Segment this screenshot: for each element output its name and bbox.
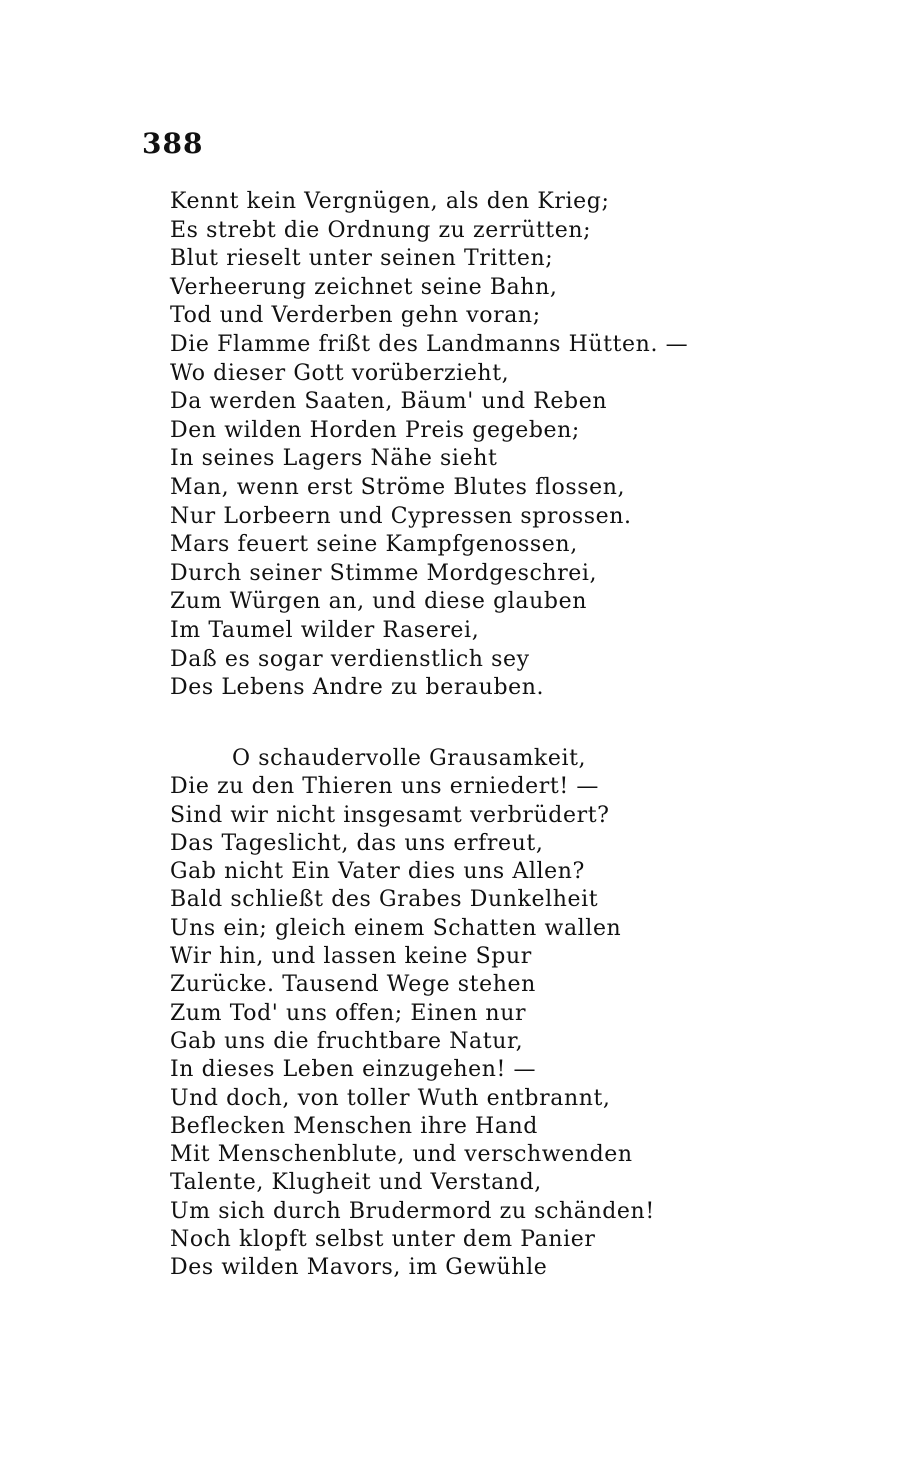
poem-line: Wo dieser Gott vorüberzieht, bbox=[170, 360, 510, 386]
poem-line: Beflecken Menschen ihre Hand bbox=[170, 1113, 538, 1139]
poem-line: Die Flamme frißt des Landmanns Hütten. — bbox=[170, 331, 689, 357]
poem-line: Uns ein; gleich einem Schatten wallen bbox=[170, 915, 622, 941]
poem-line: In dieses Leben einzugehen! — bbox=[170, 1057, 537, 1083]
poem-line: Tod und Verderben gehn voran; bbox=[170, 303, 541, 329]
poem-line: Man, wenn erst Ströme Blutes flossen, bbox=[170, 474, 626, 500]
poem-line: Es strebt die Ordnung zu zerrütten; bbox=[170, 217, 592, 243]
poem-line: Verheerung zeichnet seine Bahn, bbox=[170, 274, 558, 300]
poem-line: Den wilden Horden Preis gegeben; bbox=[170, 417, 580, 443]
page-number: 388 bbox=[142, 127, 204, 160]
poem-line: Sind wir nicht insgesamt verbrüdert? bbox=[170, 802, 610, 828]
poem-line: Zurücke. Tausend Wege stehen bbox=[170, 972, 536, 998]
poem-line: Die zu den Thieren uns erniedert! — bbox=[170, 774, 599, 800]
poem-line: Wir hin, und lassen keine Spur bbox=[170, 944, 532, 970]
poem-line: O schaudervolle Grausamkeit, bbox=[232, 746, 587, 771]
poem-line: Zum Tod' uns offen; Einen nur bbox=[170, 1000, 527, 1026]
poem-line: Daß es sogar verdienstlich sey bbox=[170, 646, 530, 672]
poem-line: Bald schließt des Grabes Dunkelheit bbox=[170, 887, 599, 913]
poem-line: Das Tageslicht, das uns erfreut, bbox=[170, 830, 544, 856]
poem-line: Kennt kein Vergnügen, als den Krieg; bbox=[170, 189, 610, 214]
poem-line: Da werden Saaten, Bäum' und Reben bbox=[170, 389, 608, 415]
poem-line: Und doch, von toller Wuth entbrannt, bbox=[170, 1085, 611, 1111]
poem-line: Gab uns die fruchtbare Natur, bbox=[170, 1028, 524, 1054]
poem-line: Talente, Klugheit und Verstand, bbox=[170, 1170, 542, 1196]
poem-line: Gab nicht Ein Vater dies uns Allen? bbox=[170, 859, 585, 885]
poem-line: In seines Lagers Nähe sieht bbox=[170, 446, 498, 472]
stanza-2 bbox=[0, 745, 900, 1283]
poem-line: Mars feuert seine Kampfgenossen, bbox=[170, 532, 578, 558]
poem-line: Nur Lorbeern und Cypressen sprossen. bbox=[170, 503, 632, 529]
poem-line: Im Taumel wilder Raserei, bbox=[170, 617, 480, 643]
poem-line: Zum Würgen an, und diese glauben bbox=[170, 589, 587, 615]
poem-line: Mit Menschenblute, und verschwenden bbox=[170, 1142, 633, 1168]
poem-line: Noch klopft selbst unter dem Panier bbox=[170, 1227, 596, 1253]
poem-line: Um sich durch Brudermord zu schänden! bbox=[170, 1198, 655, 1224]
poem-line: Blut rieselt unter seinen Tritten; bbox=[170, 246, 554, 272]
poem-line: Durch seiner Stimme Mordgeschrei, bbox=[170, 560, 598, 586]
poem-line: Des wilden Mavors, im Gewühle bbox=[170, 1255, 548, 1281]
poem-line: Des Lebens Andre zu berauben. bbox=[170, 675, 545, 701]
stanza-1 bbox=[0, 188, 900, 703]
